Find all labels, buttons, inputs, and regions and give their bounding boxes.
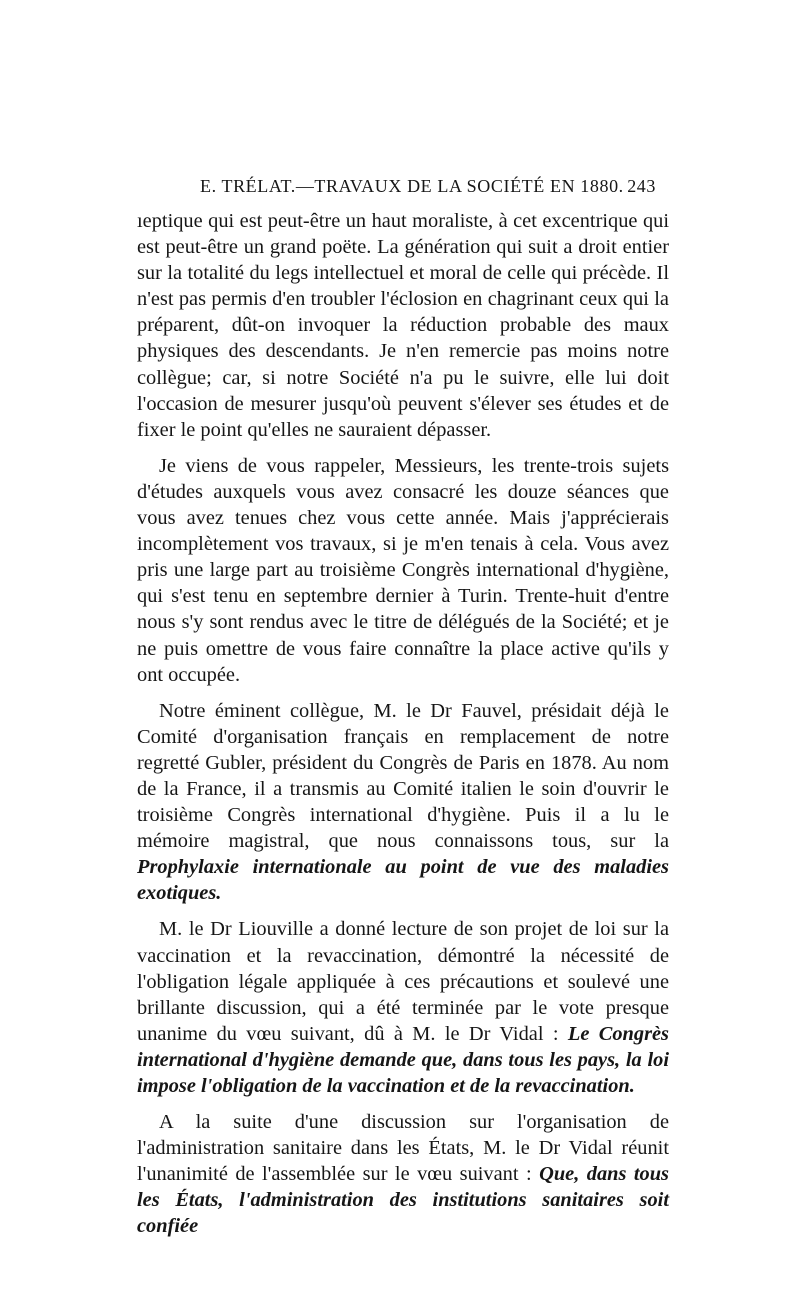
page-number: 243	[627, 176, 656, 196]
paragraph-text: A la suite d'une discussion sur l'organisation de l'administration sanitaire dans les États, M. le Dr Vidal réunit l'unanimité de l'assemblée sur le vœu suivant :	[137, 1111, 669, 1186]
paragraph	[137, 208, 669, 443]
body-text	[137, 208, 669, 1250]
italic-title: Prophylaxie internationale au point de vue des maladies exotiques.	[137, 856, 669, 905]
paragraph	[137, 916, 669, 1099]
running-title: E. TRÉLAT.—TRAVAUX DE LA SOCIÉTÉ EN 1880.	[200, 176, 624, 196]
italic-quotation: Le Congrès international d'hygiène demande que, dans tous les pays, la loi impose l'obligation de la vaccination et de la revaccination.	[137, 1022, 669, 1097]
paragraph-text: M. le Dr Liouville a donné lecture de son projet de loi sur la vaccination et la revaccination, démontré la nécessité de l'obligation légale appliquée à ces précautions et soulevé une brillante discussion, qui a été terminée par le vote presque unanime du vœu suivant, dû à M. le Dr Vidal :	[137, 918, 669, 1045]
running-header	[200, 176, 656, 202]
paragraph	[137, 698, 669, 907]
paragraph-text: Je viens de vous rappeler, Messieurs, les trente-trois sujets d'études auxquels vous avez consacré les douze séances que vous avez tenues chez vous cette année. Mais j'apprécierais incomplètement vos travaux, si je m'en tenais à cela. Vous avez pris une large part au troisième Congrès international d'hygiène, qui s'est tenu en septembre dernier à Turin. Trente-huit d'entre nous s'y sont rendus avec le titre de délégués de la Société; et je ne puis omettre de vous faire connaître la place active qu'ils y ont occupée.	[137, 454, 669, 686]
paragraph	[137, 453, 669, 688]
italic-quotation: Que, dans tous les États, l'administration des institutions sanitaires soit confiée	[137, 1163, 669, 1238]
paragraph	[137, 1109, 669, 1239]
paragraph-text: ıeptique qui est peut-être un haut moraliste, à cet excentrique qui est peut-être un grand poëte. La génération qui suit a droit entier sur la totalité du legs intellectuel et moral de celle qui précède. Il n'est pas permis d'en troubler l'éclosion en chagrinant ceux qui la préparent, dût-on invoquer la réduction probable des maux physiques des descendants. Je n'en remercie pas moins notre collègue; car, si notre Société n'a pu le suivre, elle lui doit l'occasion de mesurer jusqu'où peuvent s'élever ses études et de fixer le point qu'elles ne sauraient dépasser.	[137, 210, 669, 441]
paragraph-text: Notre éminent collègue, M. le Dr Fauvel, présidait déjà le Comité d'organisation français en remplacement de notre regretté Gubler, président du Congrès de Paris en 1878. Au nom de la France, il a transmis au Comité italien le soin d'ouvrir le troisième Congrès international d'hygiène. Puis il a lu le mémoire magistral, que nous connaissons tous, sur la	[137, 699, 669, 853]
